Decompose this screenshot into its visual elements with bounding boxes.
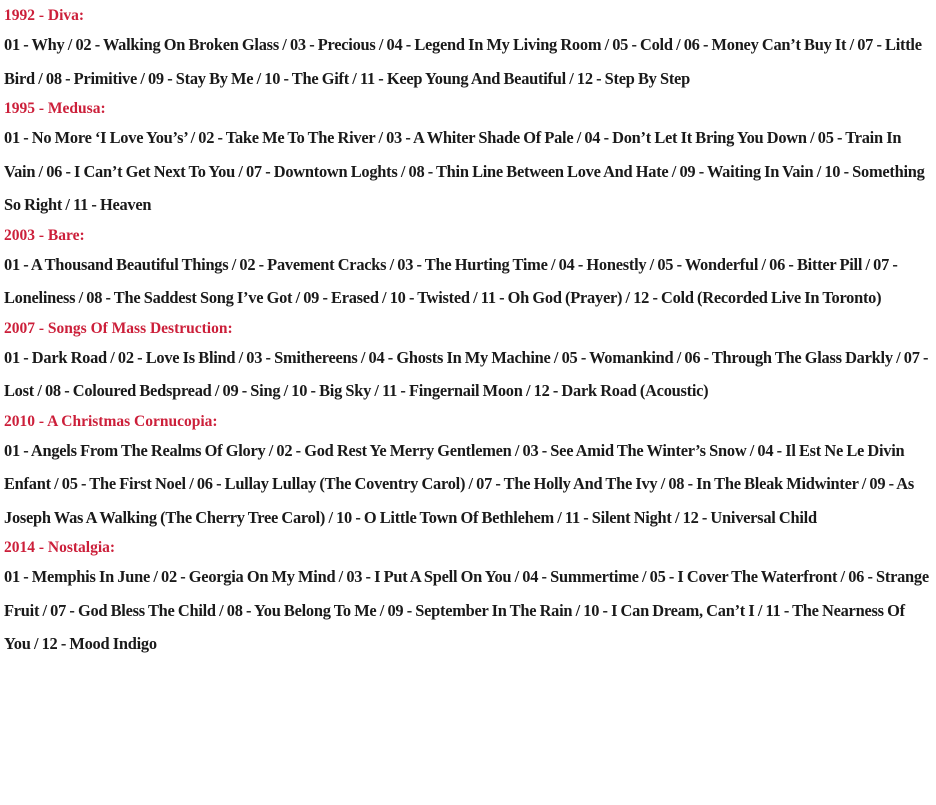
- track-item: 11 - Silent Night: [564, 507, 672, 527]
- track-item: 08 - The Saddest Song I’ve Got: [86, 288, 293, 307]
- album-heading: 2007 - Songs Of Mass Destruction:: [4, 319, 233, 337]
- track-item: 05 - Train In Vain: [4, 128, 902, 181]
- track-item: 05 - Wonderful: [657, 254, 759, 274]
- track-item: 10 - O Little Town Of Bethlehem: [336, 507, 554, 527]
- album-year: 1992: [4, 7, 35, 24]
- track-item: 03 - Smithereens: [246, 347, 358, 367]
- track-item: 07 - The Holly And The Ivy: [476, 474, 658, 493]
- track-item: 06 - Through The Glass Darkly: [684, 347, 893, 367]
- track-item: 09 - Erased: [303, 288, 379, 307]
- album-heading: 1992 - Diva:: [4, 7, 85, 24]
- track-item: 09 - Stay By Me: [147, 68, 254, 88]
- track-item: 06 - Lullay Lullay (The Coventry Carol): [196, 474, 466, 493]
- track-item: 02 - Pavement Cracks: [239, 254, 387, 274]
- track-item: 07 - Downtown Loghts: [245, 161, 398, 181]
- album-heading: 2010 - A Christmas Cornucopia:: [4, 412, 218, 430]
- track-item: 04 - Ghosts In My Machine: [368, 347, 551, 367]
- track-item: 01 - No More ‘I Love You’s’: [4, 128, 188, 147]
- track-item: 10 - I Can Dream, Can’t I: [583, 600, 755, 620]
- track-item: 09 - Waiting In Vain: [679, 161, 814, 181]
- track-list: 01 - No More ‘I Love You’s’ / 02 - Take Me To The River / 03 - A Whiter Shade Of Pale / 04 - Don’t Let It Bring You Down / 05 - Train In Vain / 06 - I Can’t Get Next To You / 07 - Downtown Loghts / 08 - Thin Line Between Love And Hate / 09 - Waiting In Vain / 10 - Something So Right / 11 - Heaven: [4, 128, 925, 214]
- track-item: 10 - Twisted: [389, 288, 470, 307]
- album-heading: 2003 - Bare:: [4, 226, 85, 244]
- album-heading: 2014 - Nostalgia:: [4, 539, 116, 556]
- track-list: 01 - Angels From The Realms Of Glory / 02 - God Rest Ye Merry Gentlemen / 03 - See Amid The Winter’s Snow / 04 - Il Est Ne Le Divin Enfant / 05 - The First Noel / 06 - Lullay Lullay (The Coventry Carol) / 07 - The Holly And The Ivy / 08 - In The Bleak Midwinter / 09 - As Joseph Was A Walking (The Cherry Tree Carol) / 10 - O Little Town Of Bethlehem / 11 - Silent Night / 12 - Universal Child: [4, 440, 914, 527]
- track-list: 01 - Memphis In June / 02 - Georgia On My Mind / 03 - I Put A Spell On You / 04 - Summertime / 05 - I Cover The Waterfront / 06 - Strange Fruit / 07 - God Bless The Child / 08 - You Belong To Me / 09 - September In The Rain / 10 - I Can Dream, Can’t I / 11 - The Nearness Of You / 12 - Mood Indigo: [4, 567, 929, 653]
- track-item: 10 - The Gift: [264, 68, 349, 88]
- track-item: 06 - Strange Fruit: [4, 567, 929, 620]
- track-item: 07 - Lost: [4, 347, 929, 400]
- track-item: 04 - Summertime: [522, 567, 639, 586]
- album-section: [4, 224, 930, 315]
- track-item: 05 - I Cover The Waterfront: [649, 567, 838, 586]
- album-year: 2014: [4, 539, 35, 556]
- track-item: 04 - Honestly: [558, 254, 647, 274]
- album-section: [4, 536, 930, 661]
- track-item: 01 - Memphis In June: [4, 567, 150, 586]
- album-year: 1995: [4, 100, 35, 117]
- track-item: 07 - God Bless The Child: [50, 600, 216, 620]
- track-item: 01 - A Thousand Beautiful Things: [4, 254, 229, 274]
- album-name: Nostalgia: [47, 539, 110, 556]
- album-section: [4, 97, 930, 222]
- track-item: 11 - The Nearness Of You: [4, 600, 905, 653]
- track-list: 01 - Dark Road / 02 - Love Is Blind / 03 - Smithereens / 04 - Ghosts In My Machine / 05 - Womankind / 06 - Through The Glass Darkly / 07 - Lost / 08 - Coloured Bedspread / 09 - Sing / 10 - Big Sky / 11 - Fingernail Moon / 12 - Dark Road (Acoustic): [4, 347, 929, 400]
- album-name: Diva: [47, 7, 79, 24]
- album-year: 2003: [4, 226, 35, 244]
- track-item: 12 - Step By Step: [576, 68, 690, 88]
- track-item: 11 - Heaven: [73, 195, 152, 214]
- album-section: [4, 410, 930, 535]
- track-item: 08 - You Belong To Me: [226, 600, 377, 620]
- track-item: 05 - The First Noel: [61, 474, 186, 493]
- track-item: 10 - Something So Right: [4, 161, 925, 214]
- track-item: 04 - Legend In My Living Room: [386, 35, 602, 54]
- track-item: 02 - Walking On Broken Glass: [75, 35, 279, 54]
- track-item: 01 - Why: [4, 35, 65, 54]
- track-item: 12 - Cold (Recorded Live In Toronto): [633, 288, 882, 307]
- track-item: 12 - Mood Indigo: [41, 634, 157, 653]
- track-item: 02 - God Rest Ye Merry Gentlemen: [276, 440, 512, 460]
- track-item: 12 - Dark Road (Acoustic): [533, 381, 709, 400]
- track-item: 11 - Keep Young And Beautiful: [359, 68, 566, 88]
- album-heading: 1995 - Medusa:: [4, 100, 106, 117]
- track-item: 12 - Universal Child: [682, 507, 817, 527]
- track-item: 02 - Take Me To The River: [198, 128, 376, 147]
- track-item: 01 - Angels From The Realms Of Glory: [4, 440, 266, 460]
- track-item: 06 - Money Can’t Buy It: [683, 35, 847, 54]
- track-item: 07 - Little Bird: [4, 35, 922, 88]
- album-name: Medusa: [47, 100, 101, 117]
- track-item: 06 - I Can’t Get Next To You: [46, 161, 235, 181]
- track-item: 03 - Precious: [289, 35, 376, 54]
- track-list: 01 - Why / 02 - Walking On Broken Glass / 03 - Precious / 04 - Legend In My Living Room / 05 - Cold / 06 - Money Can’t Buy It / 07 - Little Bird / 08 - Primitive / 09 - Stay By Me / 10 - The Gift / 11 - Keep Young And Beautiful / 12 - Step By Step: [4, 35, 922, 88]
- track-item: 11 - Oh God (Prayer): [480, 288, 623, 307]
- track-item: 09 - September In The Rain: [387, 600, 573, 620]
- track-item: 03 - I Put A Spell On You: [346, 567, 512, 586]
- track-item: 07 - Loneliness: [4, 254, 898, 307]
- track-item: 03 - See Amid The Winter’s Snow: [522, 440, 747, 460]
- track-item: 10 - Big Sky: [291, 381, 372, 400]
- track-item: 08 - Primitive: [45, 68, 137, 88]
- track-item: 08 - Thin Line Between Love And Hate: [408, 161, 669, 181]
- track-item: 05 - Cold: [612, 35, 673, 54]
- discography-list: [4, 4, 930, 661]
- track-list: 01 - A Thousand Beautiful Things / 02 - Pavement Cracks / 03 - The Hurting Time / 04 - Honestly / 05 - Wonderful / 06 - Bitter Pill / 07 - Loneliness / 08 - The Saddest Song I’ve Got / 09 - Erased / 10 - Twisted / 11 - Oh God (Prayer) / 12 - Cold (Recorded Live In Toronto): [4, 254, 898, 307]
- album-year: 2010: [4, 412, 35, 430]
- album-name: Bare: [47, 226, 80, 244]
- track-item: 01 - Dark Road: [4, 347, 107, 367]
- album-year: 2007: [4, 319, 35, 337]
- album-section: [4, 317, 930, 408]
- track-item: 09 - Sing: [222, 381, 281, 400]
- track-item: 08 - Coloured Bedspread: [44, 381, 212, 400]
- album-section: [4, 4, 930, 95]
- track-item: 08 - In The Bleak Midwinter: [668, 474, 859, 493]
- track-item: 11 - Fingernail Moon: [382, 381, 523, 400]
- track-item: 02 - Georgia On My Mind: [161, 567, 336, 586]
- track-item: 09 - As Joseph Was A Walking (The Cherry Tree Carol): [4, 474, 914, 527]
- track-item: 03 - The Hurting Time: [397, 254, 548, 274]
- album-name: Songs Of Mass Destruction: [47, 319, 228, 337]
- track-item: 04 - Il Est Ne Le Divin Enfant: [4, 440, 905, 493]
- track-item: 05 - Womankind: [561, 347, 674, 367]
- track-item: 04 - Don’t Let It Bring You Down: [584, 128, 807, 147]
- track-item: 06 - Bitter Pill: [769, 254, 863, 274]
- track-item: 03 - A Whiter Shade Of Pale: [386, 128, 574, 147]
- album-name: A Christmas Cornucopia: [47, 412, 213, 430]
- track-item: 02 - Love Is Blind: [117, 347, 236, 367]
